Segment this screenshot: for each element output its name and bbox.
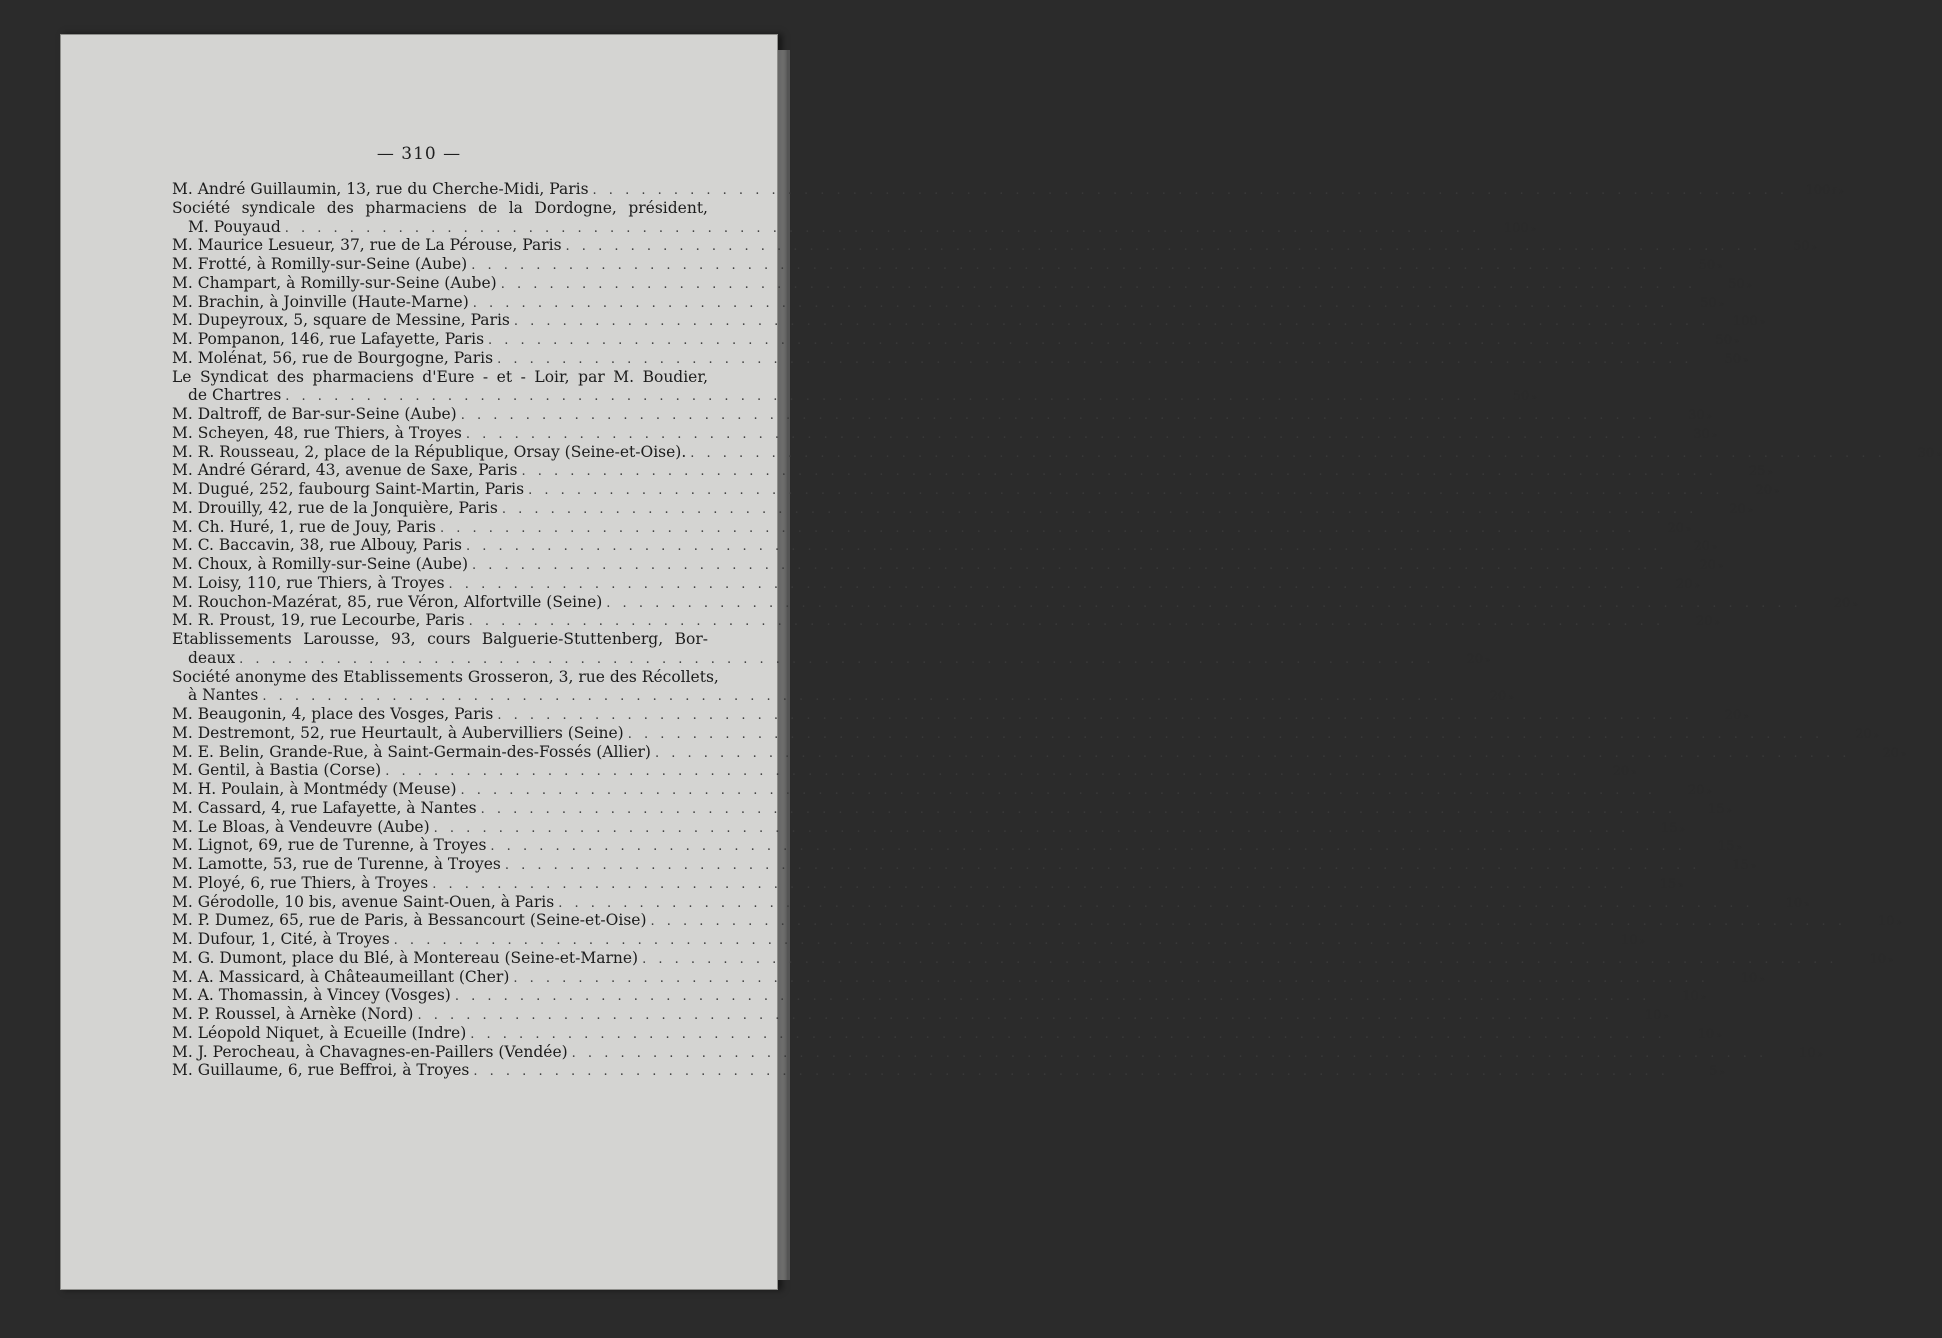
amount-value: 10 (1740, 970, 1758, 986)
entry-amount (1485, 388, 1537, 408)
entry-text: M. Champart, à Romilly-sur-Seine (Aube) (172, 273, 497, 292)
amount-suffix: » (1706, 412, 1713, 422)
entry-text: M. Frotté, à Romilly-sur-Seine (Aube) (172, 255, 468, 273)
amount-value: 10 (1785, 895, 1803, 911)
entry-amount (1665, 538, 1717, 558)
entry-text: M. G. Dumont, place du Blé, à Montereau (Seine-et-Marne) (172, 948, 639, 967)
list-item (172, 498, 1754, 518)
entry-line (172, 873, 1684, 893)
entry-text: Société syndicale des pharmaciens de la Dordogne, président, (172, 198, 708, 217)
entry-amount (1585, 763, 1637, 783)
entry-text: M. Léopold Niquet, à Ecueille (Indre) (172, 1023, 467, 1042)
entry-line (172, 480, 1780, 499)
list-item (172, 236, 1817, 255)
amount-suffix: » (1743, 712, 1749, 722)
entry-line (172, 423, 1718, 443)
entry-amount (1484, 220, 1536, 240)
list-item (172, 836, 1742, 855)
amount-value: 50 (1700, 295, 1717, 311)
entry-amount (1792, 182, 1844, 202)
amount-suffix: f » (1832, 187, 1844, 197)
list-item (172, 705, 1749, 724)
amount-suffix: » (1804, 899, 1810, 910)
dot-leader (690, 445, 1885, 464)
entry-text: M. Gentil, à Bastia (Corse) (172, 761, 382, 780)
amount-value: 20 (1466, 651, 1483, 667)
entry-line (172, 461, 1773, 480)
amount-value: 10 (1697, 1026, 1715, 1042)
entry-text: M. Drouilly, 42, rue de la Jonquière, Paris (172, 498, 498, 517)
amount-suffix: » (1873, 730, 1880, 741)
entry-text: M. A. Massicard, à Châteaumeillant (Cher) (172, 967, 510, 986)
list-item (172, 311, 1766, 330)
entry-line (172, 255, 1723, 274)
entry-amount (1462, 688, 1514, 708)
entry-line (172, 517, 1692, 537)
amount-suffix: » (1888, 955, 1894, 966)
entry-amount (1704, 857, 1756, 877)
list-item (172, 536, 1718, 555)
entry-amount (1654, 988, 1706, 1008)
entry-text: M. Dufour, 1, Cité, à Troyes (172, 930, 390, 948)
entry-text: M. Lamotte, 53, rue de Turenne, à Troyes (172, 855, 501, 873)
list-item (172, 855, 1757, 874)
entry-amount (1668, 613, 1720, 633)
entry-amount (1660, 407, 1712, 427)
entry-line (172, 442, 1942, 462)
entry-line (172, 967, 1765, 987)
entry-amount (1765, 238, 1817, 258)
amount-value: 20 (1833, 595, 1851, 611)
entry-line (172, 292, 1725, 312)
entry-line (172, 180, 1844, 199)
list-item (172, 198, 1537, 237)
list-item (172, 986, 1707, 1005)
amount-suffix: » (1694, 580, 1700, 591)
amount-value: 100 (1732, 314, 1758, 330)
dot-leader (642, 951, 1837, 970)
amount-value: 10 (1644, 1008, 1662, 1023)
entry-amount (1690, 838, 1742, 858)
amount-suffix: » (1714, 618, 1721, 629)
list-item (172, 630, 1491, 668)
entry-text: M. Dugué, 252, faubourg Saint-Martin, Paris (172, 480, 525, 498)
amount-suffix: » (1746, 280, 1753, 291)
amount-value: 100 (1805, 183, 1831, 198)
entry-line (172, 1023, 1722, 1043)
entry-line (172, 668, 772, 687)
amount-suffix: » (1531, 393, 1537, 404)
entry-line (172, 855, 1757, 874)
list-item (172, 555, 1724, 574)
entry-text: M. H. Poulain, à Montmédy (Meuse) (172, 780, 457, 798)
entry-line (172, 217, 1537, 237)
amount-suffix: » (1717, 262, 1723, 272)
entry-line (172, 948, 1894, 968)
list-item (172, 798, 1733, 818)
amount-suffix: » (1485, 655, 1491, 666)
entry-text: de Chartres (188, 386, 282, 405)
entry-amount (1701, 501, 1753, 521)
amount-suffix: » (1700, 993, 1707, 1004)
entry-amount (1673, 1063, 1725, 1083)
list-item (172, 1061, 1725, 1080)
entry-text: M. Molénat, 56, rue de Bourgogne, Paris (172, 348, 494, 367)
amount-suffix: » (1631, 768, 1637, 779)
entry-amount (1672, 295, 1724, 315)
amount-suffix: » (1685, 524, 1692, 535)
amount-suffix: » (1663, 1012, 1669, 1022)
entry-line (172, 836, 1742, 855)
entry-amount (1639, 520, 1691, 540)
entry-text: M. Lignot, 69, rue de Turenne, à Troyes (172, 836, 487, 855)
entry-line (172, 1005, 1669, 1024)
entry-amount (1671, 557, 1723, 577)
list-item (172, 873, 1684, 893)
entry-text: M. P. Roussel, à Arnèke (Nord) (172, 1005, 414, 1023)
amount-suffix: » (1530, 224, 1537, 235)
amount-suffix: » (1679, 824, 1686, 835)
entry-text: M. André Gérard, 43, avenue de Saxe, Paris (172, 461, 518, 480)
list-item (172, 667, 1514, 706)
entry-line (172, 555, 1724, 574)
list-item (172, 930, 1646, 949)
amount-suffix: » (1678, 880, 1684, 891)
entry-line (172, 892, 1810, 912)
amount-value: 20 (1882, 745, 1899, 761)
amount-suffix: » (1747, 505, 1754, 516)
amount-value: 30 (1688, 408, 1705, 423)
amount-value: 20 (1699, 558, 1716, 573)
entry-text: M. Dupeyroux, 5, square de Messine, Paris (172, 311, 510, 330)
entry-text: M. Maurice Lesueur, 37, rue de La Pérouse, Paris (172, 236, 562, 255)
list-item (172, 817, 1686, 837)
entry-line (172, 386, 1537, 405)
amount-suffix: » (1716, 1030, 1722, 1041)
list-item (172, 1023, 1722, 1043)
amount-suffix: » (1733, 337, 1740, 347)
entry-text: à Nantes (188, 686, 259, 705)
amount-value: 20 (1855, 726, 1872, 742)
amount-suffix: » (1936, 449, 1942, 460)
entry-amount (1665, 426, 1717, 446)
entry-amount (1721, 463, 1773, 483)
entry-line (172, 311, 1766, 330)
entry-text: M. Daltroff, de Bar-sur-Seine (Aube) (172, 405, 457, 423)
entry-line (172, 630, 772, 649)
entry-text: M. Cassard, 4, rue Lafayette, à Nantes (172, 798, 477, 817)
list-item (172, 405, 1713, 424)
amount-suffix: » (1726, 805, 1733, 816)
amount-value: 10 (1799, 1045, 1816, 1061)
amount-value: 20 (1696, 614, 1713, 630)
dot-leader (655, 745, 1850, 764)
entry-line (172, 1061, 1725, 1080)
entry-line (172, 368, 772, 387)
list-item (172, 348, 1749, 368)
entry-line (172, 611, 1721, 630)
entry-line (172, 798, 1733, 818)
entry-line (172, 573, 1700, 593)
dot-leader (628, 726, 1823, 745)
amount-value: 50 (1698, 258, 1716, 273)
entry-text: M. A. Thomassin, à Vincey (Vosges) (172, 986, 451, 1005)
entry-amount (1842, 951, 1894, 971)
page-number: — 310 — (376, 144, 462, 164)
document-page (60, 34, 1942, 1290)
entry-amount (1670, 1026, 1722, 1046)
amount-value: 30 (1693, 426, 1710, 442)
list-item (172, 330, 1740, 349)
entry-text: M. Brachin, à Joinville (Haute-Marne) (172, 292, 469, 311)
entry-text: Société anonyme des Etablissements Grosseron, 3, rue des Récollets, (172, 667, 719, 686)
amount-suffix: » (1774, 487, 1780, 497)
amount-value: 50 (1724, 351, 1741, 367)
entry-line (172, 986, 1707, 1005)
entry-line (172, 236, 1817, 255)
entry-amount (1697, 351, 1749, 371)
amount-suffix: » (1743, 355, 1749, 366)
amount-value: 50 (1728, 276, 1745, 292)
entry-line (172, 723, 1880, 743)
entry-amount (1854, 745, 1906, 765)
entry-text: M. P. Dumez, 65, rue de Paris, à Bessancourt (Seine-et-Oise) (172, 911, 647, 930)
entry-line (172, 348, 1749, 368)
amount-value: 20 (1687, 783, 1705, 798)
entry-amount (1648, 576, 1700, 596)
entry-line (172, 817, 1686, 837)
dot-leader (606, 595, 1801, 614)
amount-value: 50 (1715, 333, 1732, 348)
entry-amount (1713, 970, 1765, 990)
list-item (172, 1042, 1824, 1062)
entry-line (172, 930, 1646, 949)
entry-line (172, 330, 1740, 349)
entry-text: M. Scheyen, 48, rue Thiers, à Troyes (172, 423, 462, 442)
entry-text: M. R. Proust, 19, rue Lecourbe, Paris (172, 611, 465, 630)
list-item (172, 948, 1894, 968)
amount-suffix: » (1852, 599, 1858, 610)
amount-value: 15 (1717, 839, 1735, 855)
entry-line (172, 911, 1902, 930)
amount-value: 100 (1503, 220, 1529, 236)
entry-line (172, 536, 1718, 555)
amount-value: 20 (1612, 764, 1630, 780)
entry-line (172, 273, 1753, 293)
entry-line (172, 705, 1749, 724)
entry-line (172, 405, 1713, 424)
amount-value: 30 (1917, 445, 1935, 461)
entry-text: M. Guillaume, 6, rue Beffroi, à Troyes (172, 1061, 470, 1080)
amount-value: 15 (1732, 858, 1749, 873)
list-item (172, 367, 1537, 406)
list-item (172, 480, 1780, 499)
entry-line (172, 686, 1514, 705)
list-item (172, 461, 1773, 480)
amount-suffix: » (1817, 1049, 1824, 1060)
amount-value: 50 (1512, 389, 1530, 405)
entry-text: Le Syndicat des pharmaciens d'Eure - et - Loir, par M. Boudier, (172, 367, 708, 386)
entry-text: M. E. Belin, Grande-Rue, à Saint-Germain-des-Fossés (Allier) (172, 742, 651, 761)
entry-text: M. R. Rousseau, 2, place de la République, Orsay (Seine-et-Oise). (172, 442, 687, 461)
list-item (172, 592, 1858, 612)
amount-value: 20 (1667, 520, 1684, 536)
list-item (172, 1005, 1669, 1024)
list-item (172, 423, 1718, 443)
list-item (172, 255, 1723, 274)
list-item (172, 742, 1907, 762)
entry-amount (1687, 332, 1739, 352)
amount-value: 5 (1709, 1064, 1718, 1080)
list-item (172, 611, 1721, 630)
entry-text: M. Ployé, 6, rue Thiers, à Troyes (172, 873, 429, 892)
amount-suffix: » (1508, 693, 1514, 704)
entry-amount (1700, 276, 1752, 296)
amount-suffix: » (1706, 787, 1712, 797)
entry-text: deaux (188, 648, 236, 667)
entry-line (172, 592, 1858, 612)
amount-value: 10 (1682, 989, 1699, 1005)
entry-amount (1593, 932, 1645, 952)
amount-suffix: » (1711, 430, 1718, 441)
entry-amount (1680, 801, 1732, 821)
amount-suffix: » (1900, 749, 1907, 760)
list-item (172, 723, 1880, 743)
dot-leader (651, 913, 1846, 932)
amount-suffix: » (1736, 843, 1742, 854)
entry-line (172, 761, 1637, 780)
entry-text: M. Destremont, 52, rue Heurtault, à Aubervilliers (Seine) (172, 723, 624, 742)
amount-value: 20 (1729, 501, 1746, 517)
entry-text: M. Pouyaud (188, 217, 281, 236)
entry-amount (1697, 707, 1749, 727)
amount-value: 20 (1693, 539, 1710, 555)
amount-value: 15 (1708, 801, 1725, 817)
entry-amount (1728, 482, 1780, 502)
entry-line (172, 648, 1491, 668)
entry-amount (1850, 913, 1902, 933)
entry-text: M. André Guillaumin, 13, rue du Cherche-Midi, Paris (172, 180, 589, 198)
entry-amount (1771, 1045, 1823, 1065)
entry-amount (1632, 876, 1684, 896)
amount-suffix: » (1759, 974, 1765, 985)
list-item (172, 442, 1942, 462)
entry-text: M. Ch. Huré, 1, rue de Jouy, Paris (172, 517, 436, 536)
amount-value: 10 (1621, 933, 1638, 948)
entry-amount (1633, 820, 1685, 840)
amount-suffix: » (1639, 937, 1646, 947)
amount-suffix: » (1767, 468, 1773, 479)
entry-text: M. Beaugonin, 4, place des Vosges, Paris (172, 705, 494, 723)
entry-amount (1439, 651, 1491, 671)
entry-line (172, 498, 1754, 518)
amount-suffix: » (1811, 243, 1817, 254)
entry-text: M. Choux, à Romilly-sur-Seine (Aube) (172, 555, 468, 573)
list-item (172, 780, 1712, 799)
entry-amount (1806, 595, 1858, 615)
entry-text: M. J. Perocheau, à Chavagnes-en-Paillers (Vendée) (172, 1042, 568, 1061)
amount-suffix: » (1718, 299, 1725, 310)
list-item (172, 911, 1902, 930)
amount-value: 20 (1724, 708, 1742, 723)
amount-value: 15 (1661, 820, 1678, 836)
list-item (172, 180, 1844, 199)
entry-text: M. Loisy, 110, rue Thiers, à Troyes (172, 573, 445, 592)
list-item (172, 517, 1692, 537)
entry-line (172, 742, 1907, 762)
amount-value: 50 (1792, 239, 1810, 255)
amount-value: 25 (1748, 464, 1766, 480)
entry-text: M. Rouchon-Mazérat, 85, rue Véron, Alfortville (Seine) (172, 592, 603, 611)
entry-line (172, 199, 772, 218)
entry-amount (1827, 726, 1879, 746)
entry-amount (1758, 895, 1810, 915)
entry-text: M. Gérodolle, 10 bis, avenue Saint-Ouen, à Paris (172, 892, 555, 911)
entry-text: M. Pompanon, 146, rue Lafayette, Paris (172, 330, 485, 348)
amount-suffix: » (1711, 543, 1718, 554)
amount-suffix: » (1717, 562, 1724, 572)
subscription-list (172, 180, 1942, 1080)
list-item (172, 273, 1753, 293)
list-item (172, 292, 1725, 312)
entry-text: Etablissements Larousse, 93, cours Balguerie-Stuttenberg, Bor- (172, 630, 708, 648)
entry-amount (1671, 257, 1723, 277)
amount-value: 20 (1755, 483, 1773, 498)
amount-value: 20 (1675, 576, 1693, 592)
entry-line (172, 780, 1712, 799)
entry-amount (1617, 1007, 1669, 1027)
list-item (172, 573, 1700, 593)
entry-line (172, 1042, 1824, 1062)
amount-value: 10 (1877, 914, 1895, 930)
entry-amount (1890, 445, 1942, 465)
amount-suffix: » (1759, 318, 1766, 329)
amount-value: 20 (1489, 689, 1507, 705)
dot-leader (473, 1063, 1668, 1082)
amount-suffix: » (1896, 918, 1902, 929)
amount-value: 15 (1659, 876, 1677, 892)
list-item (172, 967, 1765, 987)
amount-suffix: » (1750, 862, 1757, 872)
amount-value: 10 (1869, 951, 1886, 967)
entry-amount (1713, 313, 1765, 333)
list-item (172, 892, 1810, 912)
entry-amount (1660, 782, 1712, 802)
amount-suffix: » (1719, 1068, 1725, 1079)
list-item (172, 761, 1637, 780)
entry-text: M. Le Bloas, à Vendeuvre (Aube) (172, 817, 430, 836)
entry-text: M. C. Baccavin, 38, rue Albouy, Paris (172, 536, 462, 555)
